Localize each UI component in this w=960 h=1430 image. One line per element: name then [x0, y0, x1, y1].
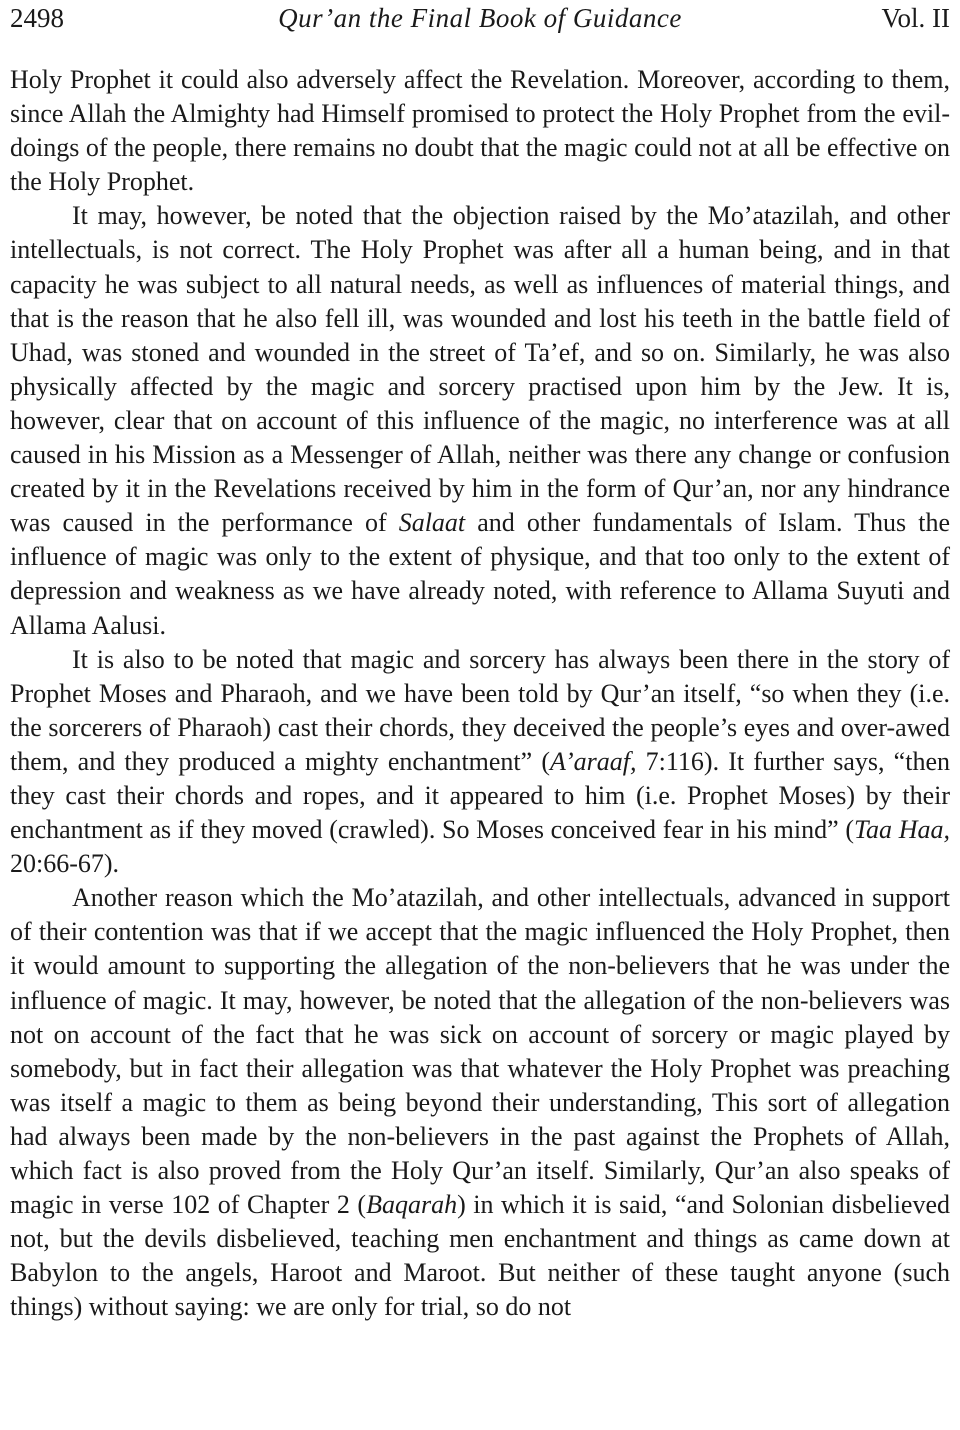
paragraph: [10, 63, 950, 199]
paragraph: [10, 881, 950, 1324]
italic-citation: A’araaf,: [550, 746, 637, 776]
paragraph-text: Holy Prophet it could also adversely affect the Revelation. Moreover, according to them, since Allah the Almighty had Himself promised to protect the Holy Prophet from the evil-doings of the people, there remains no doubt that the magic could not at all be effective on the Holy Prophet.: [10, 65, 950, 197]
paragraph-text: 20:66-67).: [10, 849, 120, 879]
running-header: [10, 0, 950, 40]
italic-term: Salaat: [398, 508, 466, 538]
page-number: 2498: [10, 3, 64, 33]
paragraph-text: Another reason which the Mo’atazilah, and other intellectuals, advanced in support of their contention was that if we accept that the magic influenced the Holy Prophet, then it would amount to supporting the allegation of the non-believers that he was under the influence of magic. It may, however, be noted that the allegation of the non-believers was not on account of the fact that he was sick on account of sorcery or magic played by somebody, but in fact their allegation was that whatever the Holy Prophet was preaching was itself a magic to them as being beyond their understanding, This sort of allegation had always been made by the non-believers in the past against the Prophets of Allah, which fact is also proved from the Holy Qur’an itself. Similarly, Qur’an also speaks of magic in verse 102 of Chapter 2 (: [10, 883, 950, 1220]
paragraph-text: 7:116). It further says, “then they cast their chords and ropes, and it appeared to him (i.e. Prophet Moses) by their enchantment as if they moved (crawled). So Moses conceived fear in his mind” (: [10, 746, 950, 845]
paragraph-text: It is also to be noted that magic and sorcery has always been there in the story of Prophet Moses and Pharaoh, and we have been told by Qur’an itself, “so when they (i.e. the sorcerers of Pharaoh) cast their chords, they deceived the people’s eyes and over-awed them, and they produced a mighty enchantment” (: [10, 644, 950, 776]
italic-citation: Baqarah: [366, 1190, 458, 1220]
paragraph: [10, 199, 950, 642]
volume-label: Vol. II: [881, 3, 950, 33]
book-title: Qur’an the Final Book of Guidance: [278, 3, 682, 33]
body-text: [10, 63, 950, 1324]
italic-citation: Taa Haa,: [853, 815, 950, 845]
paragraph-text: and other fundamentals of Islam. Thus the influence of magic was only to the extent of physique, and that too only to the extent of depression and weakness as we have already noted, with reference to Allama Suyuti and Allama Aalusi.: [10, 508, 950, 640]
paragraph: [10, 643, 950, 882]
paragraph-text: ) in which it is said, “and Solonian disbelieved not, but the devils disbelieved, teaching men enchantment and things as came down at Babylon to the angels, Haroot and Maroot. But neither of these taught anyone (such things) without saying: we are only for trial, so do not: [10, 1190, 950, 1322]
paragraph-text: It may, however, be noted that the objection raised by the Mo’atazilah, and other intellectuals, is not correct. The Holy Prophet was after all a human being, and in that capacity he was subject to all natural needs, as well as influences of material things, and that is the reason that he also fell ill, was wounded and lost his teeth in the battle field of Uhad, was stoned and wounded in the street of Ta’ef, and so on. Similarly, he was also physically affected by the magic and sorcery practised upon him by the Jew. It is, however, clear that on account of this influence of the magic, no interference was at all caused in his Mission as a Messenger of Allah, neither was there any change or confusion created by it in the Revelations received by him in the form of Qur’an, nor any hindrance was caused in the performance of: [10, 201, 950, 538]
